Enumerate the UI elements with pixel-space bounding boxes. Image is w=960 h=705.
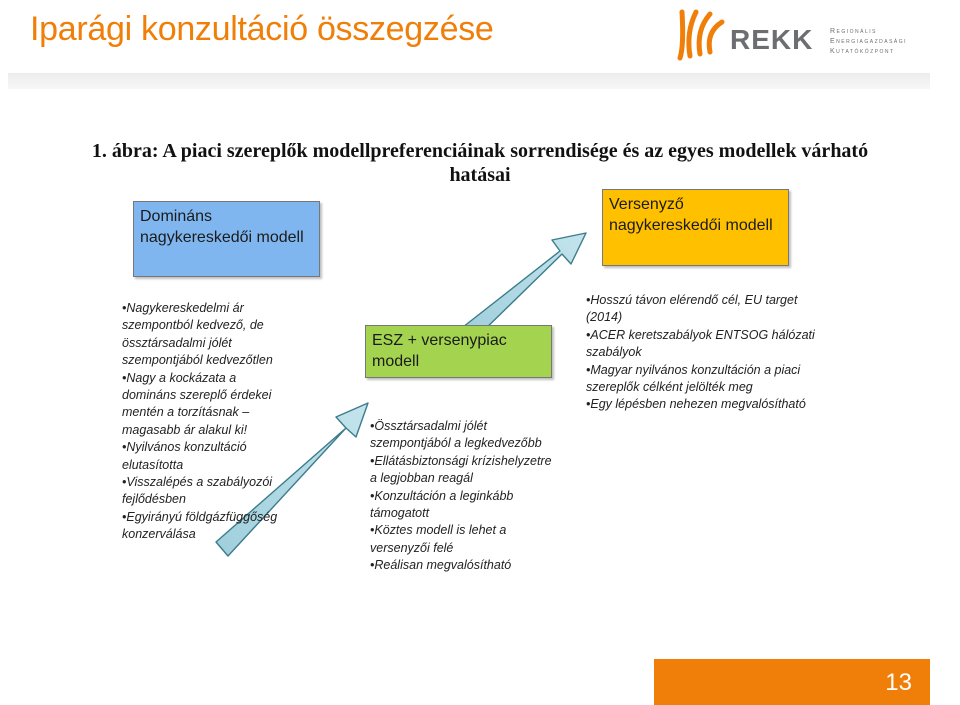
list-item: •Össztársadalmi jólét szempontjából a legkedvezőbb — [370, 419, 542, 451]
logo-subtitle-1: Regionális — [830, 28, 878, 35]
list-item: •Magyar nyilvános konzultáción a piaci szereplők célként jelölték meg — [586, 362, 801, 395]
esz-competitive-market-model-box: ESZ + versenypiac modell — [365, 325, 552, 378]
page-number-bar — [654, 659, 930, 705]
dominant-wholesaler-model-box: Domináns nagykereskedői modell — [133, 201, 320, 277]
list-item: •ACER keretszabályok ENTSOG hálózati szabályok — [586, 327, 815, 360]
logo-subtitle-2: Energiagazdasági — [830, 38, 908, 45]
esz-model-effects-list — [370, 418, 560, 575]
arrow-upper — [463, 233, 586, 337]
list-item: •Nagykereskedelmi ár szempontból kedvező, de össztársadalmi jólét szempontjából kedvezőtlen — [122, 301, 273, 368]
logo-wordmark: REKK — [730, 24, 814, 55]
competitive-wholesaler-model-box: Versenyző nagykereskedői modell — [602, 189, 789, 266]
list-item: •Reálisan megvalósítható — [370, 558, 512, 573]
slide-title: Iparági konzultáció összegzése — [30, 10, 494, 48]
page-number: 13 — [885, 669, 912, 696]
competitive-model-effects-list — [586, 292, 826, 414]
list-item: •Ellátásbiztonsági krízishelyzetre a legjobban reagál — [370, 453, 552, 486]
figure-caption: 1. ábra: A piaci szereplők modellpreferenciáinak sorrendisége és az egyes modellek várható hatásai — [91, 140, 869, 186]
list-item: •Visszalépés a szabályozói fejlődésben — [122, 475, 273, 507]
list-item: •Nyilvános konzultáció elutasította — [122, 440, 247, 472]
list-item: •Hosszú távon elérendő cél, EU target (2014) — [586, 293, 798, 325]
list-item: •Egyirányú földgázfüggőség konzerválása — [122, 509, 278, 542]
logo-subtitle-3: Kutatóközpont — [830, 48, 895, 55]
list-item: •Nagy a kockázata a domináns szereplő érdekei mentén a torzításnak – magasabb ár alakul ki! — [122, 370, 272, 437]
list-item: •Konzultáción a leginkább támogatott — [370, 488, 514, 521]
list-item: •Köztes modell is lehet a versenyzői felé — [370, 523, 507, 555]
list-item: •Egy lépésben nehezen megvalósítható — [586, 397, 806, 412]
dominant-model-effects-list — [122, 300, 292, 544]
